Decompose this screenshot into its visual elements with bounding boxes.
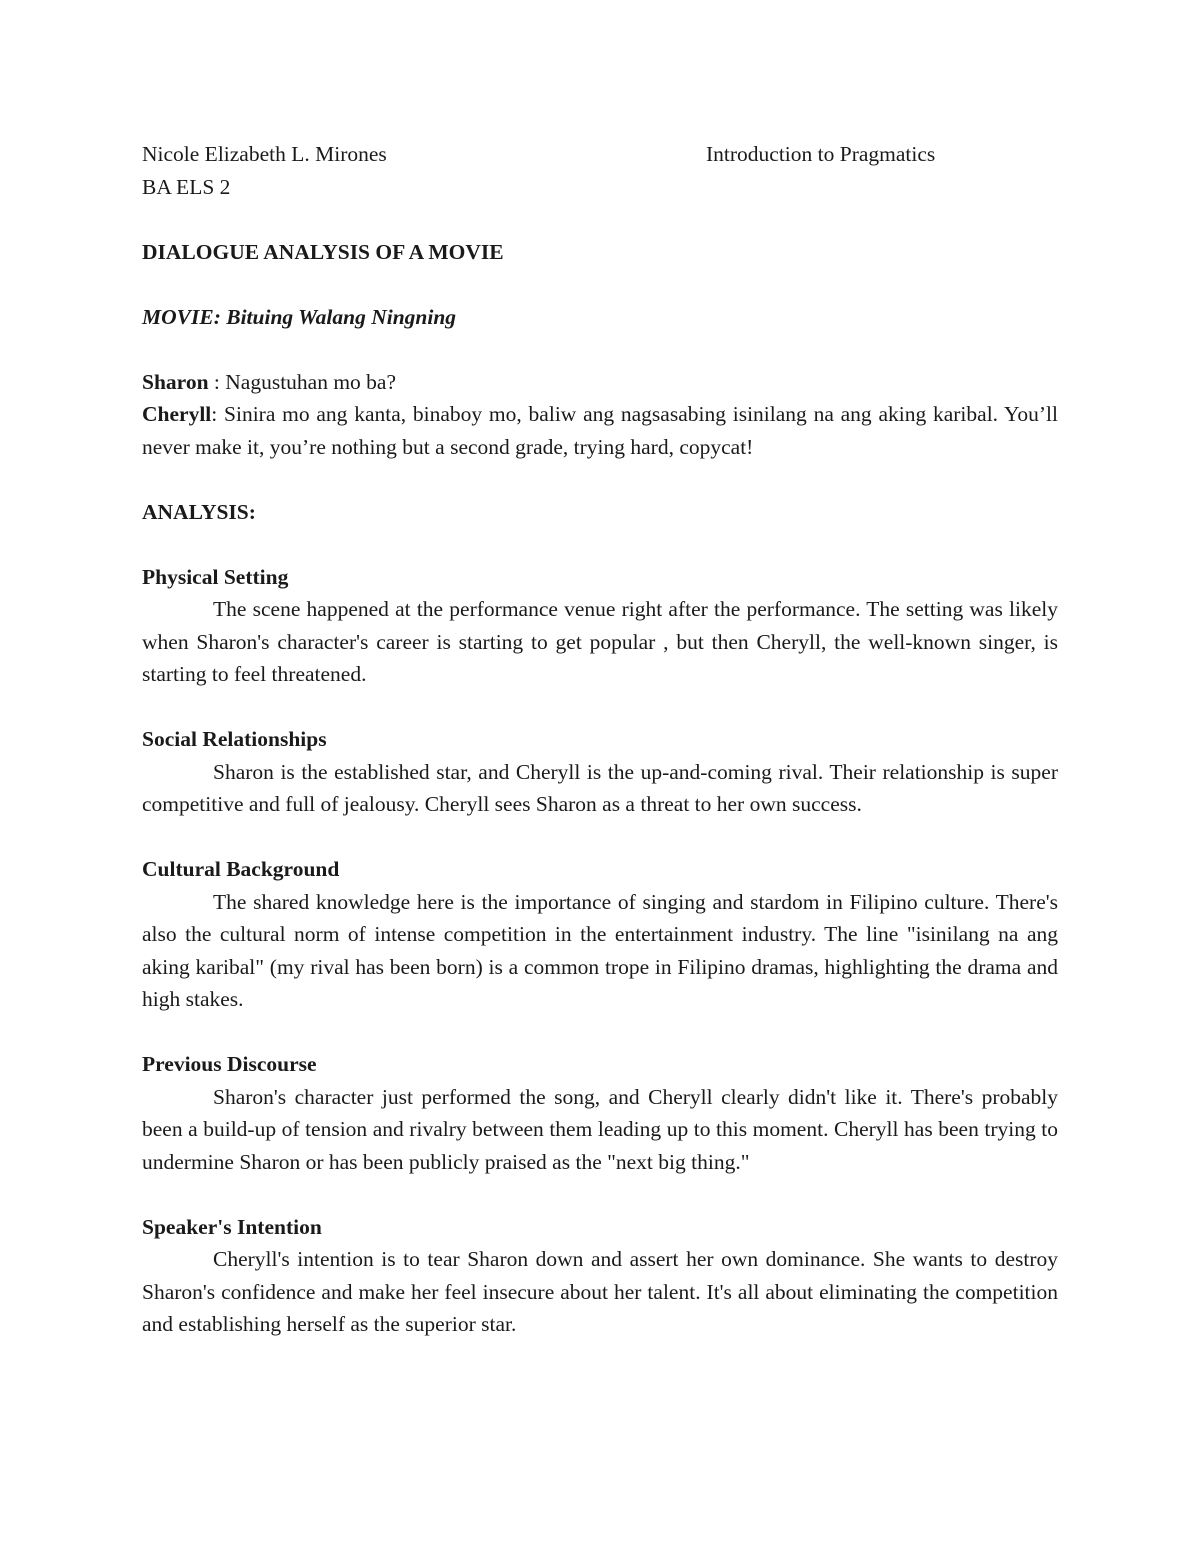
- section-heading-previous-discourse: Previous Discourse: [142, 1052, 317, 1076]
- document-title: DIALOGUE ANALYSIS OF A MOVIE: [142, 239, 504, 264]
- speaker-cheryll: Cheryll: [142, 402, 212, 426]
- section-body-previous-discourse: Sharon's character just performed the song, and Cheryll clearly didn't like it. There's probably been a build-up of tension and rivalry between them leading up to this moment. Cheryll has been trying to undermine Sharon or has been publicly praised as the "next big thing.": [142, 1084, 1058, 1174]
- section-heading-physical-setting: Physical Setting: [142, 564, 289, 589]
- author-name: Nicole Elizabeth L. Mirones: [142, 142, 387, 166]
- document-page: [142, 138, 1058, 1341]
- dialogue-text-1: : Nagustuhan mo ba?: [208, 369, 397, 394]
- section-body-cultural-background: The shared knowledge here is the importance of singing and stardom in Filipino culture. There's also the cultural norm of intense competition in the entertainment industry. The line "isinilang na ang aking karibal" (my rival has been born) is a common trope in Filipino dramas, highlighting the drama and high stakes.: [142, 889, 1058, 1011]
- section-heading-social-relationships: Social Relationships: [142, 727, 327, 751]
- movie-line: MOVIE: Bituing Walang Ningning: [142, 304, 457, 329]
- dialogue-line-1: [142, 366, 1058, 399]
- header-row: [142, 138, 1058, 171]
- section-body-social-relationships: Sharon is the established star, and Cheryll is the up-and-coming rival. Their relationship is super competitive and full of jealousy. Cheryll sees Sharon as a threat to her own success.: [142, 759, 1058, 816]
- section-heading-speakers-intention: Speaker's Intention: [142, 1214, 322, 1239]
- course-name: Introduction to Pragmatics: [706, 142, 936, 166]
- dialogue-line-2: [142, 398, 1058, 463]
- section-body-physical-setting: The scene happened at the performance venue right after the performance. The setting was likely when Sharon's character's career is starting to get popular , but then Cheryll, the well-known singer, is starting to feel threatened.: [142, 597, 1058, 686]
- speaker-sharon: Sharon: [142, 369, 209, 394]
- dialogue-text-2: : Sinira mo ang kanta, binaboy mo, baliw ang nagsasabing isinilang na ang aking karibal. You’ll never make it, you’re nothing but a second grade, trying hard, copycat!: [142, 402, 1058, 459]
- section-body-speakers-intention: Cheryll's intention is to tear Sharon down and assert her own dominance. She wants to destroy Sharon's confidence and make her feel insecure about her talent. It's all about eliminating the competition and establishing herself as the superior star.: [142, 1247, 1058, 1336]
- program-line: BA ELS 2: [142, 174, 231, 199]
- section-heading-cultural-background: Cultural Background: [142, 857, 340, 881]
- analysis-heading: ANALYSIS:: [142, 499, 256, 524]
